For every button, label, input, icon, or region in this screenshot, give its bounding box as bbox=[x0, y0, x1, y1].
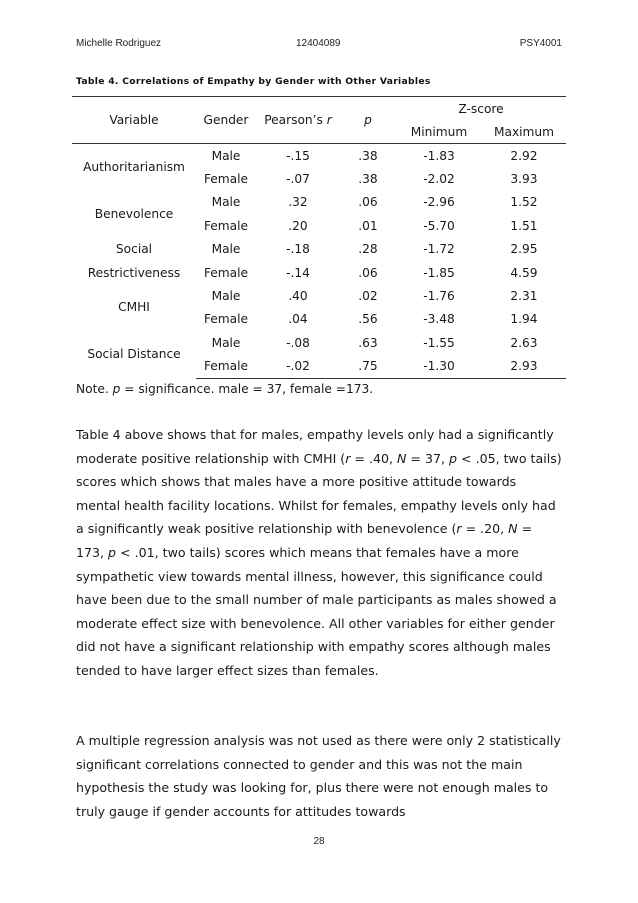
min-cell: -1.85 bbox=[423, 265, 455, 280]
header-pearsons-r bbox=[256, 97, 340, 144]
stat-symbol: p bbox=[449, 450, 458, 466]
gender-cell: Female bbox=[203, 265, 249, 280]
max-cell: 2.92 bbox=[510, 148, 538, 163]
r-cell: -.07 bbox=[286, 172, 310, 187]
header-pearsons-r-symbol: r bbox=[326, 113, 332, 127]
header-student-id: 12404089 bbox=[296, 38, 341, 49]
gender-cell: Male bbox=[211, 335, 241, 350]
table-row bbox=[72, 284, 566, 307]
r-cell: -.02 bbox=[256, 355, 340, 379]
header-course: PSY4001 bbox=[519, 38, 562, 49]
gender-cell: Female bbox=[196, 355, 256, 379]
table-row bbox=[72, 261, 566, 284]
body-paragraph-2: A multiple regression analysis was not used as there were only 2 statistically significant correlations connected to gender and this was not the main hypothesis the study was looking for, plus there were not enough males to truly gauge if gender accounts for attitudes towards bbox=[76, 733, 561, 819]
min-cell: -1.55 bbox=[423, 335, 455, 350]
min-cell: -5.70 bbox=[423, 218, 455, 233]
page-header bbox=[76, 38, 562, 52]
variable-cell bbox=[72, 144, 196, 191]
r-cell: .20 bbox=[288, 218, 308, 233]
para-text: = .40, bbox=[350, 450, 397, 466]
max-cell: 2.31 bbox=[510, 289, 538, 304]
max-cell: 1.52 bbox=[510, 195, 538, 210]
table-caption: Table 4. Correlations of Empathy by Gender with Other Variables bbox=[76, 76, 431, 87]
gender-cell: Male bbox=[211, 148, 241, 163]
gender-cell: Female bbox=[203, 312, 249, 327]
table-row bbox=[72, 144, 566, 168]
variable-name: Benevolence bbox=[94, 206, 174, 221]
header-pearsons-prefix: Pearson’s bbox=[264, 113, 327, 127]
min-cell: -1.83 bbox=[423, 148, 455, 163]
r-cell: .32 bbox=[288, 195, 308, 210]
p-cell: .28 bbox=[358, 242, 378, 257]
variable-cell bbox=[72, 284, 196, 331]
variable-name: Authoritarianism bbox=[83, 159, 185, 174]
max-cell: 2.93 bbox=[482, 355, 566, 379]
p-cell: .63 bbox=[358, 335, 378, 350]
max-cell: 4.59 bbox=[510, 265, 538, 280]
header-maximum: Maximum bbox=[482, 120, 566, 144]
header-gender: Gender bbox=[196, 97, 256, 144]
stat-symbol: N bbox=[397, 450, 407, 466]
note-p-symbol: p bbox=[112, 382, 121, 396]
min-cell: -1.72 bbox=[423, 242, 455, 257]
table-row bbox=[72, 331, 566, 354]
stat-symbol: r bbox=[456, 521, 462, 537]
p-cell: .56 bbox=[358, 312, 378, 327]
r-cell: -.15 bbox=[286, 148, 310, 163]
p-cell: .06 bbox=[358, 195, 378, 210]
stat-symbol: r bbox=[345, 450, 351, 466]
variable-cell: Social bbox=[115, 242, 153, 257]
gender-cell: Male bbox=[211, 242, 241, 257]
para-text: = .20, bbox=[461, 521, 509, 537]
table-note bbox=[76, 382, 562, 396]
min-cell: -2.02 bbox=[423, 172, 455, 187]
correlations-table bbox=[72, 96, 566, 379]
gender-cell: Male bbox=[211, 289, 241, 304]
stat-symbol: N bbox=[508, 521, 518, 537]
p-cell: .01 bbox=[358, 218, 378, 233]
p-cell: .06 bbox=[358, 265, 378, 280]
variable-name: CMHI bbox=[118, 300, 150, 315]
header-minimum: Minimum bbox=[396, 120, 482, 144]
r-cell: -.14 bbox=[286, 265, 310, 280]
min-cell: -1.76 bbox=[423, 289, 455, 304]
gender-cell: Female bbox=[203, 172, 249, 187]
p-cell: .38 bbox=[358, 148, 378, 163]
para-text: < .01, two tails) scores which means that females have a more sympathetic view towards mental illness, however, this significance could have been due to the small number of male participants as males showed a moderate effect size with benevolence. All other variables for either gender did not have a significant relationship with empathy scores although males tended to have larger effect sizes than females. bbox=[76, 544, 557, 678]
min-cell: -1.30 bbox=[396, 355, 482, 379]
header-zscore: Z-score bbox=[396, 97, 566, 121]
header-p-symbol: p bbox=[364, 113, 372, 127]
p-cell: .38 bbox=[358, 172, 378, 187]
variable-cell bbox=[72, 191, 196, 238]
variable-cell: Restrictiveness bbox=[87, 265, 181, 280]
body-paragraph-1 bbox=[76, 423, 562, 683]
gender-cell: Female bbox=[203, 218, 249, 233]
table-row bbox=[72, 191, 566, 214]
r-cell: .40 bbox=[288, 289, 308, 304]
header-variable: Variable bbox=[72, 97, 196, 144]
note-text: = significance. male = 37, female =173. bbox=[120, 382, 374, 396]
variable-name: Social Distance bbox=[87, 347, 181, 362]
r-cell: -.08 bbox=[286, 335, 310, 350]
max-cell: 2.63 bbox=[510, 335, 538, 350]
r-cell: -.18 bbox=[286, 242, 310, 257]
para-text: < .05, two tails) scores which shows that males have a more positive attitude towards mental health facility locations. Whilst for females, empathy levels only had a significantly weak positive relationship with benevolence ( bbox=[76, 450, 562, 537]
para-text: Table 4 above shows that for males, empathy levels only had a significantly moderate positive relationship with CMHI ( bbox=[76, 427, 554, 466]
r-cell: .04 bbox=[288, 312, 308, 327]
max-cell: 3.93 bbox=[510, 172, 538, 187]
max-cell: 2.95 bbox=[510, 242, 538, 257]
para-text: = 173, bbox=[76, 521, 533, 560]
max-cell: 1.94 bbox=[510, 312, 538, 327]
max-cell: 1.51 bbox=[510, 218, 538, 233]
variable-cell bbox=[72, 331, 196, 378]
para-text: = 37, bbox=[406, 450, 450, 466]
p-cell: .02 bbox=[358, 289, 378, 304]
page-number: 28 bbox=[313, 836, 325, 847]
p-cell: .75 bbox=[340, 355, 396, 379]
gender-cell: Male bbox=[211, 195, 241, 210]
table-row bbox=[72, 238, 566, 261]
min-cell: -2.96 bbox=[423, 195, 455, 210]
header-p bbox=[340, 97, 396, 144]
header-author: Michelle Rodriguez bbox=[76, 38, 162, 49]
min-cell: -3.48 bbox=[423, 312, 455, 327]
note-prefix: Note. bbox=[76, 382, 113, 396]
stat-symbol: p bbox=[108, 544, 117, 560]
